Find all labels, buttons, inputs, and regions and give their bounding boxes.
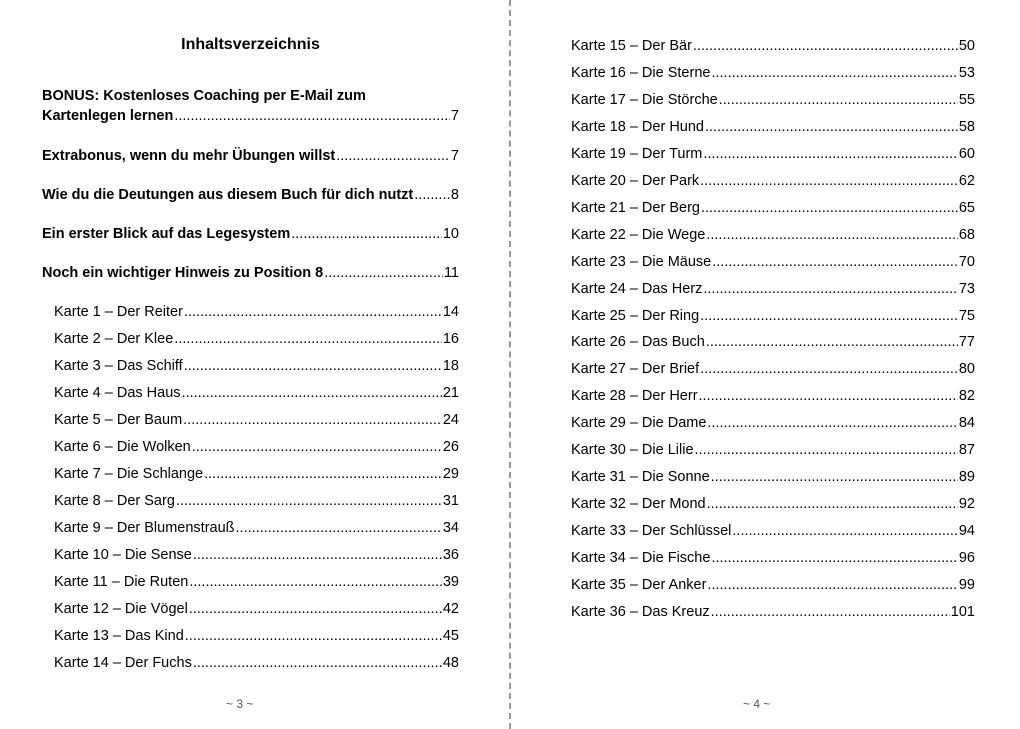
- toc-page-number: 75: [958, 307, 975, 324]
- toc-entry-text: Karte 19 – Der Turm: [571, 145, 703, 162]
- toc-page-number: 8: [450, 187, 459, 203]
- toc-page-number: 24: [442, 412, 459, 428]
- page-number: ~ 4 ~: [743, 697, 771, 711]
- toc-entry-card[interactable]: [571, 359, 975, 379]
- toc-entry-card[interactable]: [571, 252, 975, 272]
- toc-page-number: 31: [442, 493, 459, 509]
- toc-entry-card[interactable]: [54, 626, 459, 646]
- leader-dots: [732, 521, 957, 541]
- toc-entry-text: Karte 29 – Die Dame: [571, 415, 707, 432]
- leader-dots: [707, 494, 958, 514]
- toc-entry-text: Wie du die Deutungen aus diesem Buch für dich nutzt: [42, 187, 414, 203]
- toc-entry-text: Karte 26 – Das Buch: [571, 334, 705, 351]
- toc-entry-text: Karte 22 – Die Wege: [571, 226, 706, 243]
- page-number: ~ 3 ~: [226, 697, 254, 711]
- toc-page-number: 7: [450, 108, 459, 124]
- leader-dots: [183, 410, 442, 430]
- toc-entry-text: Karte 30 – Die Lilie: [571, 442, 694, 459]
- toc-entry-text: Karte 21 – Der Berg: [571, 199, 700, 216]
- toc-entry-card[interactable]: [571, 332, 975, 352]
- toc-entry-text: Karte 35 – Der Anker: [571, 577, 707, 593]
- toc-entry-text: Karte 12 – Die Vögel: [54, 601, 188, 617]
- toc-page-number: 94: [958, 523, 975, 540]
- toc-entry-text: Karte 31 – Die Sonne: [571, 469, 710, 486]
- leader-dots: [712, 252, 958, 272]
- toc-page-number: 84: [958, 415, 975, 432]
- toc-entry-text: Karte 7 – Die Schlange: [54, 466, 204, 482]
- leader-dots: [706, 225, 958, 245]
- toc-page-number: 62: [958, 172, 975, 189]
- left-page: [0, 0, 508, 729]
- toc-entry-text: Karte 13 – Das Kind: [54, 628, 184, 644]
- leader-dots: [193, 545, 442, 565]
- toc-page-number: 39: [442, 574, 459, 590]
- toc-entry-text: Karte 4 – Das Haus: [54, 385, 181, 401]
- toc-page-number: 65: [958, 199, 975, 216]
- leader-dots: [291, 224, 442, 244]
- toc-page-number: 50: [958, 38, 975, 54]
- toc-entry-card[interactable]: [54, 383, 459, 403]
- toc-entry-text: Karte 11 – Die Ruten: [54, 574, 189, 590]
- toc-entry-card[interactable]: [571, 575, 975, 595]
- toc-entry-card[interactable]: [54, 410, 459, 430]
- toc-entry-bonus[interactable]: [42, 86, 459, 126]
- toc-entry-card[interactable]: [571, 117, 975, 137]
- toc-entry-card[interactable]: [571, 413, 975, 433]
- toc-entry-card[interactable]: [54, 356, 459, 376]
- toc-entry-text: Karte 28 – Der Herr: [571, 388, 698, 405]
- leader-dots: [174, 106, 450, 126]
- leader-dots: [695, 440, 958, 460]
- toc-entry-text: Karte 2 – Der Klee: [54, 331, 174, 347]
- leader-dots: [700, 171, 958, 191]
- leader-dots: [192, 437, 442, 457]
- toc-entry-card[interactable]: [571, 440, 975, 460]
- leader-dots: [174, 329, 442, 349]
- toc-entry-card[interactable]: [571, 306, 975, 326]
- toc-page-number: 53: [958, 64, 975, 81]
- toc-page-number: 89: [958, 469, 975, 486]
- leader-dots: [699, 386, 958, 406]
- toc-page-number: 68: [958, 226, 975, 243]
- leader-dots: [700, 359, 958, 379]
- toc-page-number: 73: [958, 280, 975, 297]
- leader-dots: [711, 63, 957, 83]
- toc-page-number: 7: [450, 148, 459, 164]
- toc-page-number: 21: [442, 385, 459, 401]
- toc-page-number: 58: [958, 118, 975, 135]
- leader-dots: [189, 572, 442, 592]
- toc-page-number: 48: [442, 655, 459, 671]
- leader-dots: [700, 306, 958, 326]
- toc-entry-card[interactable]: [571, 63, 975, 83]
- leader-dots: [711, 548, 957, 568]
- toc-entry-text: Karte 34 – Die Fische: [571, 550, 711, 567]
- toc-entry-text: Karte 18 – Der Hund: [571, 118, 704, 135]
- toc-page-number: 29: [442, 466, 459, 482]
- toc-page-number: 96: [958, 550, 975, 567]
- toc-entry-card[interactable]: [54, 572, 459, 592]
- toc-page-number: 11: [443, 265, 459, 281]
- toc-entry-text: Karte 1 – Der Reiter: [54, 304, 183, 320]
- toc-entry-text: Ein erster Blick auf das Legesystem: [42, 226, 291, 242]
- toc-entry-card[interactable]: [571, 548, 975, 568]
- toc-entry-text: Karte 32 – Der Mond: [571, 496, 706, 513]
- leader-dots: [324, 263, 443, 283]
- toc-entry-text: Karte 3 – Das Schiff: [54, 358, 183, 374]
- toc-entry-card[interactable]: [54, 437, 459, 457]
- toc-page-number: 16: [442, 331, 459, 347]
- toc-entry-card[interactable]: [571, 386, 975, 406]
- toc-entry-text: Extrabonus, wenn du mehr Übungen willst: [42, 148, 336, 164]
- toc-entry-card[interactable]: [54, 653, 459, 673]
- toc-entry-text: Karte 15 – Der Bär: [571, 38, 692, 54]
- leader-dots: [706, 332, 958, 352]
- leader-dots: [693, 36, 958, 56]
- toc-entry-card[interactable]: [54, 464, 459, 484]
- toc-entry-card[interactable]: [571, 521, 975, 541]
- toc-entry-card[interactable]: [571, 225, 975, 245]
- leader-dots: [703, 279, 957, 299]
- leader-dots: [185, 626, 442, 646]
- toc-entry-text: Karte 25 – Der Ring: [571, 307, 700, 324]
- page-divider: [509, 0, 511, 729]
- toc-entry-card[interactable]: [571, 494, 975, 514]
- toc-entry-card[interactable]: [571, 36, 975, 56]
- toc-entry-text: Karte 14 – Der Fuchs: [54, 655, 192, 671]
- toc-entry-text: Karte 20 – Der Park: [571, 172, 700, 189]
- toc-page-number: 80: [958, 361, 975, 378]
- toc-entry-card[interactable]: [54, 491, 459, 511]
- toc-page-number: 14: [442, 304, 459, 320]
- leader-dots: [184, 356, 442, 376]
- leader-dots: [707, 575, 957, 595]
- toc-entry-text: Karte 27 – Der Brief: [571, 361, 700, 378]
- toc-entry-text: Karte 8 – Der Sarg: [54, 493, 175, 509]
- toc-entry-text: BONUS: Kostenloses Coaching per E-Mail zum: [42, 88, 366, 104]
- leader-dots: [189, 599, 442, 619]
- toc-entry-card[interactable]: [571, 467, 975, 487]
- toc-entry-card[interactable]: [571, 602, 975, 622]
- leader-dots: [336, 146, 450, 166]
- toc-entry-card[interactable]: [571, 198, 975, 218]
- toc-entry-card[interactable]: [571, 90, 975, 110]
- toc-entry-text: Karte 33 – Der Schlüssel: [571, 523, 732, 540]
- leader-dots: [711, 467, 958, 487]
- toc-entry-text: Karte 24 – Das Herz: [571, 280, 703, 297]
- leader-dots: [707, 413, 957, 433]
- toc-entry-text: Noch ein wichtiger Hinweis zu Position 8: [42, 265, 324, 281]
- leader-dots: [176, 491, 442, 511]
- toc-page-number: 18: [442, 358, 459, 374]
- leader-dots: [414, 185, 450, 205]
- leader-dots: [703, 144, 958, 164]
- toc-title: Inhaltsverzeichnis: [181, 36, 320, 53]
- toc-page-number: 36: [442, 547, 459, 563]
- toc-entry-section[interactable]: [42, 263, 459, 283]
- toc-entry-section[interactable]: [42, 185, 459, 205]
- toc-page-number: 42: [442, 601, 459, 617]
- toc-page-number: 92: [958, 496, 975, 513]
- toc-entry-text: Karte 9 – Der Blumenstrauß: [54, 520, 235, 536]
- toc-page-number: 77: [958, 334, 975, 351]
- toc-entry-section[interactable]: [42, 146, 459, 166]
- toc-entry-card[interactable]: [571, 279, 975, 299]
- toc-page-number: 26: [442, 439, 459, 455]
- toc-page-number: 60: [958, 145, 975, 162]
- toc-entry-card[interactable]: [54, 329, 459, 349]
- toc-entry-card[interactable]: [571, 171, 975, 191]
- leader-dots: [193, 653, 442, 673]
- leader-dots: [184, 302, 442, 322]
- toc-page-number: 87: [958, 442, 975, 459]
- toc-entry-section[interactable]: [42, 224, 459, 244]
- toc-page-number: 101: [950, 603, 975, 620]
- toc-entry-card[interactable]: [54, 599, 459, 619]
- toc-entry-text: Karte 23 – Die Mäuse: [571, 253, 712, 270]
- right-page: [512, 0, 1020, 729]
- toc-page-number: 82: [958, 388, 975, 405]
- toc-page-number: 99: [958, 577, 975, 593]
- toc-page-number: 45: [442, 628, 459, 644]
- toc-entry-card[interactable]: [54, 518, 459, 538]
- toc-entry-text: Karte 36 – Das Kreuz: [571, 603, 710, 620]
- toc-entry-card[interactable]: [54, 545, 459, 565]
- toc-entry-text: Karte 10 – Die Sense: [54, 547, 192, 563]
- toc-page-number: 55: [958, 91, 975, 108]
- leader-dots: [711, 602, 950, 622]
- leader-dots: [719, 90, 958, 110]
- toc-entry-card[interactable]: [54, 302, 459, 322]
- toc-page-number: 70: [958, 253, 975, 270]
- leader-dots: [701, 198, 958, 218]
- leader-dots: [705, 117, 958, 137]
- toc-entry-text: Kartenlegen lernen: [42, 108, 174, 124]
- toc-entry-card[interactable]: [571, 144, 975, 164]
- leader-dots: [204, 464, 442, 484]
- leader-dots: [236, 518, 442, 538]
- toc-entry-text: Karte 5 – Der Baum: [54, 412, 183, 428]
- toc-entry-text: Karte 17 – Die Störche: [571, 91, 718, 108]
- toc-page-number: 10: [442, 226, 459, 242]
- leader-dots: [182, 383, 442, 403]
- toc-entry-text: Karte 6 – Die Wolken: [54, 439, 191, 455]
- toc-entry-text: Karte 16 – Die Sterne: [571, 64, 711, 81]
- toc-page-number: 34: [442, 520, 459, 536]
